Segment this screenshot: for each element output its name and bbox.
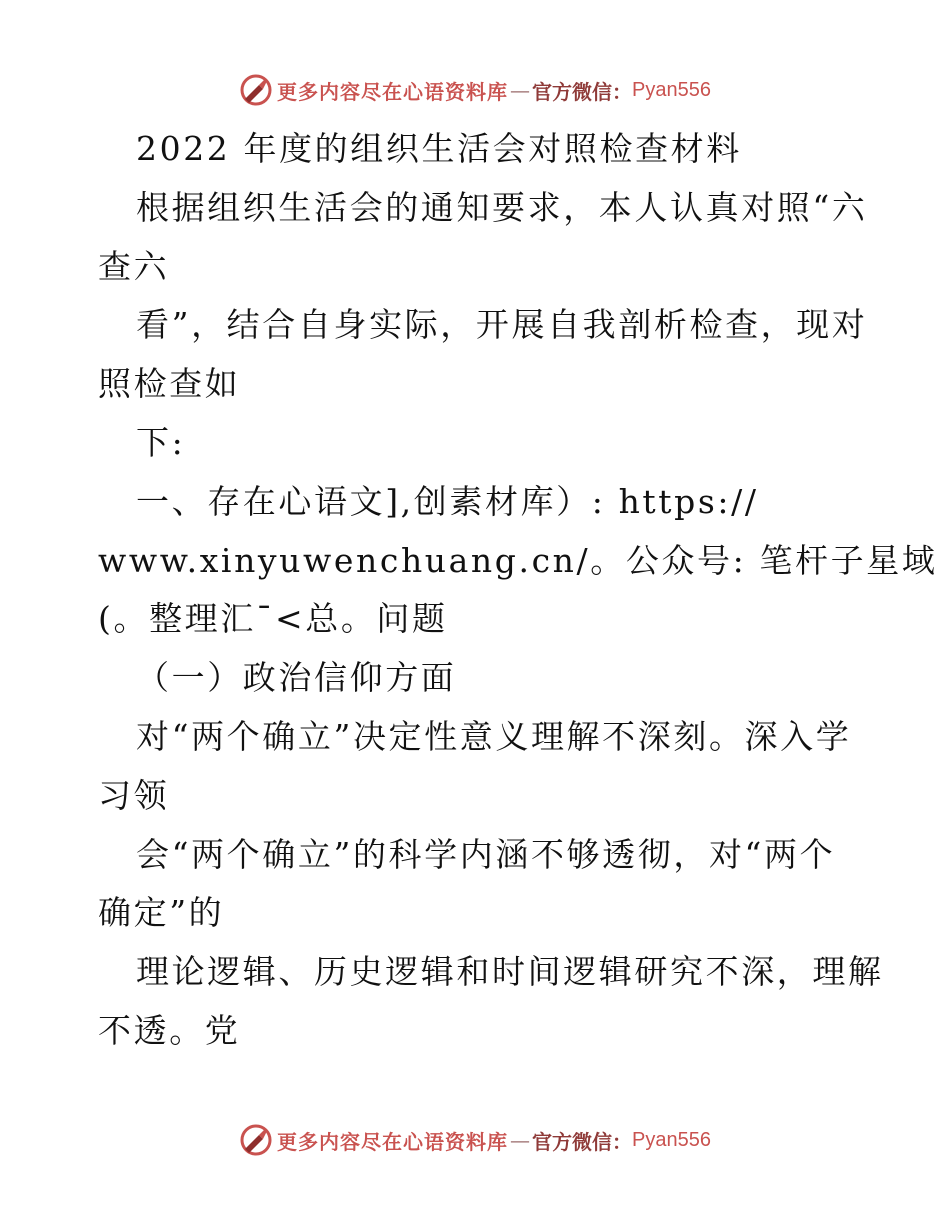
paragraph-line: 理论逻辑、历史逻辑和时间逻辑研究不深，理解 xyxy=(136,952,884,992)
paragraph-line: 对“两个确立”决定性意义理解不深刻。深入学 xyxy=(136,716,852,756)
paragraph-line: 查六 xyxy=(98,246,170,286)
paragraph-line: 不透。党 xyxy=(98,1010,241,1050)
paragraph-line: (。整理汇¯<总。问题 xyxy=(98,599,448,639)
section-heading: 一、存在心语文],创素材库）: https:// xyxy=(136,481,759,521)
footer-watermark-banner xyxy=(0,1120,950,1160)
banner-separator: — xyxy=(510,1128,531,1152)
banner-text: 更多内容尽在心语资料库 xyxy=(277,79,509,104)
paragraph-line: 照检查如 xyxy=(98,364,241,404)
wechat-label: 官方微信： xyxy=(532,1129,633,1154)
paragraph-line: 看”，结合自身实际，开展自我剖析检查，现对 xyxy=(136,305,868,345)
paragraph-line: 会“两个确立”的科学内涵不够透彻，对“两个 xyxy=(136,834,836,874)
paragraph-line: 根据组织生活会的通知要求，本人认真对照“六 xyxy=(136,187,868,227)
subsection-heading: （一）政治信仰方面 xyxy=(136,658,457,698)
document-title: 2022 年度的组织生活会对照检查材料 xyxy=(136,129,742,168)
paragraph-line: 下: xyxy=(136,422,186,462)
paragraph-line: 习领 xyxy=(98,775,170,815)
paragraph-line: www.xinyuwenchuang.cn/。公众号: 笔杆子星域 xyxy=(98,540,938,580)
pen-nib-circle-icon xyxy=(239,1123,273,1157)
pen-nib-circle-icon xyxy=(239,73,273,107)
banner-text: 更多内容尽在心语资料库 xyxy=(277,1129,509,1154)
header-watermark-banner xyxy=(0,70,950,110)
document-body xyxy=(98,120,938,1061)
wechat-label: 官方微信： xyxy=(532,79,633,104)
wechat-id: Pyan556 xyxy=(632,1128,711,1151)
paragraph-line: 确定”的 xyxy=(98,893,225,933)
banner-separator: — xyxy=(510,78,531,102)
wechat-id: Pyan556 xyxy=(632,78,711,101)
